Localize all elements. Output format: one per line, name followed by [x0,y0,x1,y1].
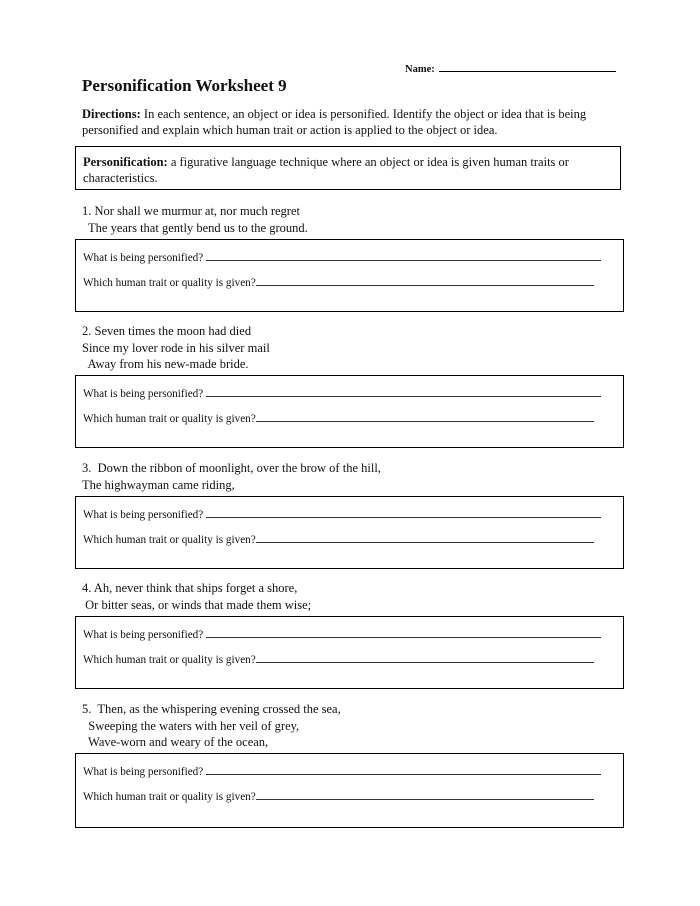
passage-line: 3. Down the ribbon of moonlight, over the brow of the hill, [82,461,381,475]
answer-what-5[interactable] [83,766,601,778]
answer-blank[interactable] [256,798,594,800]
directions-text: In each sentence, an object or idea is personified. Identify the object or idea that is being personified and explain which human trait or action is applied to the object or idea. [82,107,587,137]
which-label: Which human trait or quality is given? [83,534,256,546]
what-label: What is being personified? [83,252,204,264]
answer-blank[interactable] [206,636,601,638]
passage-line: Or bitter seas, or winds that made them wise; [82,597,312,612]
answer-blank[interactable] [206,259,601,261]
directions [82,106,622,138]
answer-what-4[interactable] [83,629,601,641]
name-blank-line[interactable] [439,62,616,72]
answer-which-5[interactable] [83,791,594,803]
answer-box-4 [75,616,624,689]
answer-blank[interactable] [256,284,594,286]
what-label: What is being personified? [83,509,204,521]
passage-5 [82,701,341,751]
answer-blank[interactable] [206,516,601,518]
page-title: Personification Worksheet 9 [82,76,287,95]
passage-line: Since my lover rode in his silver mail [82,340,270,355]
directions-label: Directions: [82,107,141,121]
which-label: Which human trait or quality is given? [83,791,256,803]
what-label: What is being personified? [83,388,204,400]
answer-which-1[interactable] [83,277,594,289]
passage-line: Wave-worn and weary of the ocean, [82,735,269,749]
answer-which-2[interactable] [83,413,594,425]
passage-2 [82,323,270,373]
passage-line: Sweeping the waters with her veil of grey, [82,718,300,733]
passage-3 [82,460,381,493]
passage-line: The highwayman came riding, [82,477,235,492]
definition-box [75,146,621,190]
passage-line: Away from his new-made bride. [82,357,249,371]
answer-blank[interactable] [206,773,601,775]
passage-4 [82,580,311,613]
answer-box-5 [75,753,624,828]
answer-box-1 [75,239,624,312]
answer-which-4[interactable] [83,654,594,666]
passage-line: 1. Nor shall we murmur at, nor much regret [82,204,300,218]
which-label: Which human trait or quality is given? [83,413,256,425]
answer-blank[interactable] [256,420,594,422]
answer-what-1[interactable] [83,252,601,264]
which-label: Which human trait or quality is given? [83,277,256,289]
answer-which-3[interactable] [83,534,594,546]
answer-box-2 [75,375,624,448]
passage-line: 5. Then, as the whispering evening crossed the sea, [82,702,341,716]
answer-blank[interactable] [256,661,594,663]
name-label: Name: [405,64,435,75]
passage-line: 4. Ah, never think that ships forget a shore, [82,581,298,595]
what-label: What is being personified? [83,629,204,641]
answer-box-3 [75,496,624,569]
which-label: Which human trait or quality is given? [83,654,256,666]
what-label: What is being personified? [83,766,204,778]
passage-1 [82,203,308,236]
answer-blank[interactable] [206,395,601,397]
answer-what-2[interactable] [83,388,601,400]
definition-term: Personification: [83,155,168,169]
answer-what-3[interactable] [83,509,601,521]
name-field[interactable] [405,62,616,75]
passage-line: The years that gently bend us to the ground. [82,220,308,235]
answer-blank[interactable] [256,541,594,543]
passage-line: 2. Seven times the moon had died [82,324,252,338]
definition-text: a figurative language technique where an object or idea is given human traits or characteristics. [83,155,569,185]
